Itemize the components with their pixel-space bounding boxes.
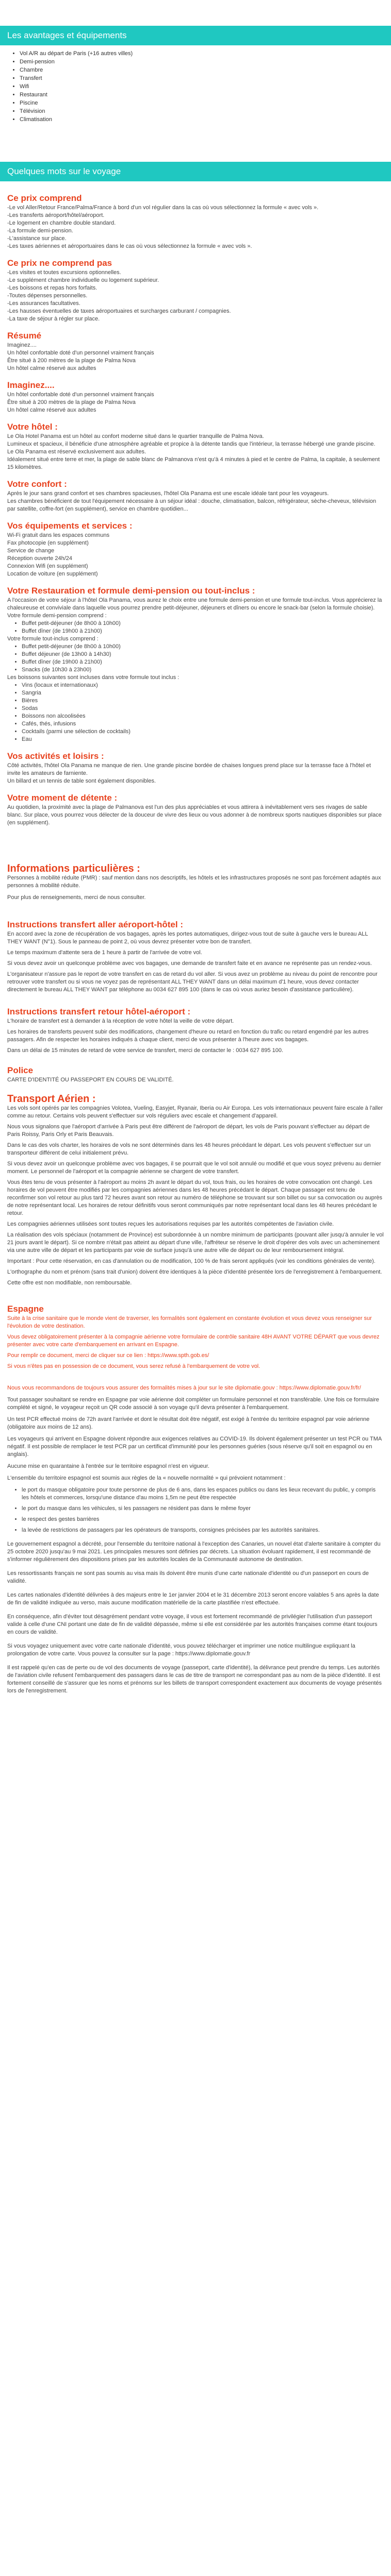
espagne-text: Si vous voyagez uniquement avec votre carte nationale d'identité, vous pouvez télécharger et imprimer une notice multilingue expliquant la prolongation de votre carte. Vous pouvez la consulter sur la page : https://www.diplomatie.gouv.fr [7, 1643, 355, 1657]
imaginez-text: Un hôtel confortable doté d'un personnel vraiment français [7, 392, 154, 398]
avantage-item: • Télévision [20, 107, 391, 115]
espagne-text: Aucune mise en quarantaine à l'entrée sur le territoire espagnol n'est en vigueur. [7, 1463, 209, 1469]
boissons-list [7, 682, 384, 743]
spacer [7, 471, 384, 479]
retour-text: L'horaire de transfert est à demander à la réception de votre hôtel la veille de votre départ. [7, 1018, 234, 1024]
equipements-text: Wi-Fi gratuit dans les espaces communs [7, 532, 110, 538]
transport-text: Les compagnies aériennes utilisées sont toutes reçues les autorisations requises par les autorités compétentes de l'aviation civile. [7, 1221, 334, 1227]
espagne-text: Un test PCR effectué moins de 72h avant l'arrivée et dont le résultat doit être négatif, est exigé à l'entrée du territoire espagnol par voie aérienne (obligatoire aux moins de 12 ans). [7, 1416, 370, 1430]
prix_ne_comprend-text: -Le supplément chambre individuelle ou logement supérieur. [7, 277, 159, 283]
spacer [7, 1290, 384, 1303]
prix_comprend-title: Ce prix comprend [7, 193, 82, 203]
spacer [7, 181, 384, 193]
avantages-list [0, 49, 391, 124]
demi-item: • Buffet dîner (de 19h00 à 21h00) [22, 628, 384, 635]
boissons-intro: Les boissons suivantes sont incluses dans votre formule tout inclus : [7, 674, 180, 681]
tout-item: • Buffet déjeuner (de 13h00 à 14h30) [22, 651, 384, 658]
quelques-header: Quelques mots sur le voyage [0, 162, 391, 181]
espagne-text: Tout passager souhaitant se rendre en Espagne par voie aérienne doit compléter un formulaire personnel et non transférable. Une fois ce formulaire complété et signé, le voyageur reçoit un QR code associé à son voyage qu'il devra présenter à l'embarquement. [7, 1397, 379, 1411]
spacer [7, 1058, 384, 1065]
votre_confort-text: Après le jour sans grand confort et ses chambres spacieuses, l'hôtel Ola Panama est une escale idéale tant pour les voyageurs. [7, 490, 329, 497]
votre_hotel-text: Idéalement situé entre terre et mer, la plage de sable blanc de Palmanova n'est qu'à 4 minutes à pied et le centre de Palma, la capitale, à seulement 15 kilomètres. [7, 456, 380, 470]
avantage-item: • Climatisation [20, 115, 391, 124]
retour-text: Les horaires de transferts peuvent subir des modifications, changement d'heure ou retard en fonction du trafic ou retard engendré par les autres passagers. Afin de respecter les horaires indiqués à chaque client, merci de vous présenter à l'heure avec vos bagages. [7, 1029, 369, 1043]
prix_comprend-text: -L'assistance sur place. [7, 235, 67, 242]
espagne-notice: Nous vous recommandons de toujours vous assurer des formalités mises à jour sur le site diplomatie.gouv : https://www.diplomatie.gouv.fr/fr/ [7, 1385, 361, 1391]
restauration-text: A l'occasion de votre séjour à l'hôtel Ola Panama, vous aurez le choix entre une formule demi-pension et une formule tout-inclus. Vous apprécierez la chaleureuse et conviviale dans laquelle vous pourrez prendre petit-déjeuner, déjeuners et dîners ou encore le snack-bar (selon la formule choisie). [7, 597, 382, 611]
spacer [7, 578, 384, 585]
aller-text: Le temps maximum d'attente sera de 1 heure à partir de l'arrivée de votre vol. [7, 950, 202, 956]
avantage-item: • Piscine [20, 99, 391, 107]
spacer [7, 997, 384, 1006]
resume-text: Un hôtel confortable doté d'un personnel vraiment français [7, 350, 154, 356]
spacer [7, 785, 384, 792]
espagne-text: Les ressortissants français ne sont pas soumis au visa mais ils doivent être munis d'une carte nationale d'identité ou d'un passeport en cours de validité. [7, 1570, 369, 1584]
espagne-text: En conséquence, afin d'éviter tout désagrément pendant votre voyage, il vous est fortement recommandé de privilégier l'utilisation d'un passeport valide à celle d'une CNI portant une date de fin de validité dépassée, même si elle est considérée par les autorités françaises comme étant toujours en cours de validité. [7, 1614, 378, 1635]
espagne-text: Le gouvernement espagnol a décrété, pour l'ensemble du territoire national à l'exception des Canaries, un nouvel état d'alerte sanitaire à compter du 25 octobre 2020 jusqu'au 9 mai 2021. Les principales mesures sont définies par décrets. La situation évoluant rapidement, il est recommandé de s'informer régulièrement des dispositions prises par les autorités locales de la Communauté autonome de destination. [7, 1541, 381, 1563]
votre_confort-title: Votre confort : [7, 479, 67, 489]
votre_confort-text: Les chambres bénéficient de tout l'équipement nécessaire à un séjour idéal : douche, climatisation, balcon, réfrigérateur, sèche-cheveux, télévision par satellite, coffre-fort (en supplément), service en chambre quotidien... [7, 498, 377, 512]
prix_ne_comprend-text: -Les visites et toutes excursions optionnelles. [7, 269, 121, 276]
espagne-notice: Pour remplir ce document, merci de cliquer sur ce lien : https://www.spth.gob.es/ [7, 1352, 209, 1359]
votre_hotel-text: Le Ola Panama est réservé exclusivement aux adultes. [7, 449, 146, 455]
spacer [7, 743, 384, 751]
votre_hotel-text: Lumineux et spacieux, il bénéficie d'une atmosphère agréable et propice à la détente tandis que l'intérieur, la terrasse hébergé une grande piscine. [7, 441, 376, 447]
boisson-item: • Bières [22, 697, 384, 705]
equipements-text: Location de voiture (en supplément) [7, 571, 98, 577]
moment-text: Au quotidien, la proximité avec la plage de Palmanova est l'un des plus appréciables et vous attirera à inévitablement vers ses rivages de sable blanc. Sur place, vous pourrez vous délecter de la douceur de vivre des lieux ou vous adonner à de nombreux sports nautiques disponibles sur place (en supplément). [7, 804, 382, 826]
espagne-title: Espagne [7, 1304, 44, 1314]
prix_comprend-text: -Le vol Aller/Retour France/Palma/France à bord d'un vol régulier dans la cas où vous sélectionnez la formule « avec vols ». [7, 205, 319, 211]
restauration-title: Votre Restauration et formule demi-pension ou tout-inclus : [7, 586, 255, 596]
transport-text: Important : Pour cette réservation, en cas d'annulation ou de modification, 100 % de frais seront appliqués (voir les conditions générales de vente). [7, 1258, 376, 1264]
prix_ne_comprend-text: -La taxe de séjour à régler sur place. [7, 316, 100, 322]
transport-text: Vous êtes tenu de vous présenter à l'aéroport au moins 2h avant le départ du vol, tous frais, ou les horaires de votre convocation ont changé. Les horaires de vol peuvent être modifiés par les compagnies aériennes dans les 48 heures précédant le départ. Chaque passager est tenu de reconfirmer son vol retour au plus tard 72 heures avant son retour au numéro de téléphone se trouvant sur son billet ou sur sa convocation ou auprès de notre représentant local. Les horaires de retour définitifs vous seront communiqués par notre représentant local dans les 48 heures précédant le retour. [7, 1179, 383, 1216]
espagne-notice: Si vous n'êtes pas en possession de ce document, vous serez refusé à l'embarquement de votre vol. [7, 1363, 260, 1369]
activites-text: Un billard et un tennis de table sont également disponibles. [7, 778, 156, 784]
prix_comprend-text: -Les taxes aériennes et aéroportuaires dans le cas où vous sélectionnez la formule « avec vols ». [7, 243, 252, 249]
espagne-notice: Vous devez obligatoirement présenter à la compagnie aérienne votre formulaire de contrôle sanitaire 48H AVANT VOTRE DÉPART que vous devrez présenter avec votre carte d'embarquement en arrivant en Espagne. [7, 1334, 380, 1348]
avantage-item: • Wifi [20, 82, 391, 91]
spacer [7, 414, 384, 421]
espagne-notice: Suite à la crise sanitaire que le monde vient de traverser, les formalités sont également en constante évolution et vous devez vous renseigner sur l'évolution de votre destination. [7, 1315, 372, 1329]
aller-text: Si vous devez avoir un quelconque problème avec vos bagages, une demande de transfert faite et en avance ne représente pas un rendez-vous. [7, 960, 372, 967]
boisson-item: • Cafés, thés, infusions [22, 720, 384, 728]
avantage-item: • Transfert [20, 74, 391, 82]
equipements-text: Fax photocopie (en supplément) [7, 540, 89, 546]
demi-item: • Buffet petit-déjeuner (de 8h00 à 10h00) [22, 620, 384, 628]
boisson-item: • Sodas [22, 705, 384, 713]
prix_comprend-text: -La formule demi-pension. [7, 228, 73, 234]
transport-title: Transport Aérien : [7, 1093, 96, 1105]
infos-text: Pour plus de renseignements, merci de nous consulter. [7, 894, 146, 901]
resume-text: Un hôtel calme réservé aux adultes [7, 365, 96, 371]
spacer [7, 250, 384, 258]
spacer [7, 906, 384, 919]
espagne-rules [7, 1486, 384, 1534]
demi-list [7, 620, 384, 635]
avantage-item: • Restaurant [20, 91, 391, 99]
police-title: Police [7, 1065, 34, 1075]
espagne-text: Les cartes nationales d'identité délivrées à des majeurs entre le 1er janvier 2004 et le 31 décembre 2013 seront encore valables 5 ans après la date de fin de validité indiquée au verso, mais aucune modification matérielle de la carte plastifiée n'est effectuée. [7, 1592, 379, 1606]
prix_ne_comprend-text: -Toutes dépenses personnelles. [7, 293, 88, 299]
imaginez-text: Être situé à 200 mètres de la plage de Palma Nova [7, 399, 136, 405]
resume-text: Être situé à 200 mètres de la plage de Palma Nova [7, 358, 136, 364]
imaginez-text: Un hôtel calme réservé aux adultes [7, 407, 96, 413]
transport-text: Les vols sont opérés par les compagnies Volotea, Vueling, Easyjet, Ryanair, Iberia ou Air Europa. Les vols internationaux peuvent faire escale à l'aller comme au retour. Certains vols peuvent s'effectuer sur vols réguliers avec escale et changement d'appareil. [7, 1105, 383, 1119]
tout-list [7, 643, 384, 674]
transport-text: Dans le cas des vols charter, les horaires de vols ne sont déterminés dans les 48 heures précédant le départ. Les vols peuvent s'effectuer sur un transporteur différent de celui initialement prévu. [7, 1142, 371, 1156]
infos-text: Personnes à mobilité réduite (PMR) : sauf mention dans nos descriptifs, les hôtels et les infrastructures proposés ne sont pas forcément adaptés aux personnes à mobilité réduite. [7, 875, 381, 889]
transport-text: Cette offre est non modifiable, non remboursable. [7, 1280, 132, 1286]
espagne-text: L'ensemble du territoire espagnol est soumis aux règles de la « nouvelle normalité » qui prévoient notamment : [7, 1475, 286, 1481]
prix_ne_comprend-title: Ce prix ne comprend pas [7, 258, 112, 268]
resume-title: Résumé [7, 331, 42, 341]
tout-item: • Buffet petit-déjeuner (de 8h00 à 10h00) [22, 643, 384, 651]
moment-title: Votre moment de détente : [7, 793, 118, 803]
activites-text: Côté activités, l'hôtel Ola Panama ne manque de rien. Une grande piscine bordée de chaises longues prend place sur la terrasse face à l'hôtel et invite les amateurs de farniente. [7, 762, 371, 776]
rule-item: • la levée de restrictions de passagers par les opérateurs de transports, consignes précisées par les autorités sanitaires. [22, 1527, 384, 1534]
boisson-item: • Cocktails (parmi une sélection de cocktails) [22, 728, 384, 736]
prix_ne_comprend-text: -Les boissons et repas hors forfaits. [7, 285, 97, 291]
avantages-header: Les avantages et équipements [0, 26, 391, 45]
aller-title: Instructions transfert aller aéroport-hôtel : [7, 920, 183, 929]
transport-text: La réalisation des vols spéciaux (notamment de Province) est subordonnée à un nombre minimum de participants (pouvant aller jusqu'à annuler le vol 21 jours avant le départ). Si ce nombre n'était pas atteint au départ d'une ville, l'affréteur se réserve le droit d'opérer des vols avec un acheminement via une autre ville de départ et les participants par voie de surface jusqu'à une autre ville de départ ou de leur remboursement intégral. [7, 1232, 384, 1253]
spacer [7, 323, 384, 330]
boisson-item: • Sangria [22, 689, 384, 697]
spacer [7, 372, 384, 380]
espagne-text: Les voyageurs qui arrivent en Espagne doivent répondre aux exigences relatives au COVID-19. Ils doivent également présenter un test PCR ou TMA négatif. Il est possible de remplacer le test PCR par un certificat d'immunité pour les personnes guéries (sous réserve qu'il soit en espagnol ou en anglais). [7, 1436, 382, 1458]
boisson-item: • Vins (locaux et internationaux) [22, 682, 384, 689]
prix_comprend-text: -Les transferts aéroport/hôtel/aéroport. [7, 212, 105, 218]
page [0, 26, 391, 1695]
imaginez-title: Imaginez.... [7, 380, 55, 390]
resume-text: Imaginez.... [7, 342, 37, 348]
equipements-title: Vos équipements et services : [7, 521, 133, 531]
votre_hotel-text: Le Ola Hotel Panama est un hôtel au confort moderne situé dans le quartier tranquille de Palma Nova. [7, 433, 264, 439]
rule-item: • le respect des gestes barrières [22, 1516, 384, 1523]
transport-text: L'orthographe du nom et prénom (sans trait d'union) doivent être identiques à la pièce d'identité présentée lors de l'enregistrement à l'embarquement. [7, 1269, 382, 1275]
avantage-item: • Vol A/R au départ de Paris (+16 autres villes) [20, 49, 391, 58]
equipements-text: Connexion Wifi (en supplément) [7, 563, 88, 569]
activites-title: Vos activités et loisirs : [7, 751, 104, 761]
tout-intro: Votre formule tout-inclus comprend : [7, 636, 99, 642]
rule-item: • le port du masque dans les véhicules, si les passagers ne résident pas dans le même foyer [22, 1505, 384, 1513]
restauration-text: Votre formule demi-pension comprend : [7, 613, 107, 619]
tout-item: • Snacks (de 10h30 à 23h00) [22, 666, 384, 674]
tout-item: • Buffet dîner (de 19h00 à 21h00) [22, 658, 384, 666]
spacer [7, 827, 384, 863]
espagne-notice [7, 1374, 384, 1381]
prix_comprend-text: -Le logement en chambre double standard. [7, 220, 116, 226]
equipements-text: Service de change [7, 548, 55, 554]
aller-text: L'organisateur n'assure pas le report de votre transfert en cas de retard du vol aller. Si vous avez un problème au niveau du point de rencontre pour retrouver votre transfert ou si vous ne voyez pas de représentant ALL THEY WANT dans un délai maximum d'1 heure, vous devez contacter directement le bureau ALL THEY WANT par téléphone au 0034 627 895 100 (dans le cas où vous auriez besoin d'assistance particulière). [7, 971, 378, 993]
boisson-item: • Eau [22, 736, 384, 743]
boisson-item: • Boissons non alcoolisées [22, 713, 384, 720]
rule-item: • le port du masque obligatoire pour toute personne de plus de 6 ans, dans les espaces publics ou dans les lieux recevant du public, y compris les hôtels et commerces, lorsqu'une distance d'au moins 1,5m ne peut être respectée [22, 1486, 384, 1502]
spacer [7, 513, 384, 520]
spacer [7, 1084, 384, 1093]
content [0, 181, 391, 1695]
espagne-text: Il est rappelé qu'en cas de perte ou de vol des documents de voyage (passeport, carte d'identité), la délivrance peut prendre du temps. Les autorités de l'aviation civile refusent l'embarquement des passagers dans le cas de titre de transport ne correspondant pas au nom de la pièce d'identité. Il est fortement conseillé de s'assurer que les noms et prénoms sur les billets de transport correspondent exactement aux documents de voyage présentés lors de l'enregistrement. [7, 1665, 382, 1694]
infos-title: Informations particulières : [7, 863, 140, 874]
retour-title: Instructions transfert retour hôtel-aéroport : [7, 1007, 191, 1016]
equipements-text: Réception ouverte 24h/24 [7, 555, 72, 562]
retour-text: Dans un délai de 15 minutes de retard de votre service de transfert, merci de contacter le : 0034 627 895 100. [7, 1047, 284, 1054]
avantage-item: • Chambre [20, 66, 391, 74]
prix_ne_comprend-text: -Les hausses éventuelles de taxes aéroportuaires et surcharges carburant / compagnies. [7, 308, 231, 314]
prix_ne_comprend-text: -Les assurances facultatives. [7, 300, 80, 307]
transport-text: Nous vous signalons que l'aéroport d'arrivée à Paris peut être différent de l'aéroport de départ, les vols de Paris pouvant s'effectuer au départ de Paris Roissy, Paris Orly et Paris Beauvais. [7, 1124, 370, 1138]
police-text: CARTE D'IDENTITÉ OU PASSEPORT EN COURS DE VALIDITÉ. [7, 1077, 174, 1083]
transport-text: Si vous devez avoir un quelconque problème avec vos bagages, il se pourrait que le vol soit annulé ou modifié et que vous soyez prévenu au dernier moment. Le personnel de l'aéroport et la compagnie aérienne se chargent de votre transfert. [7, 1161, 381, 1175]
votre_hotel-title: Votre hôtel : [7, 422, 58, 432]
avantage-item: • Demi-pension [20, 58, 391, 66]
aller-text: En accord avec la zone de récupération de vos bagages, après les portes automatiques, dirigez-vous tout de suite à gauche vers le bureau ALL THEY WANT (N°1). Sous le panneau de point 2, où vous devrez présenter votre bon de transfert. [7, 931, 368, 945]
